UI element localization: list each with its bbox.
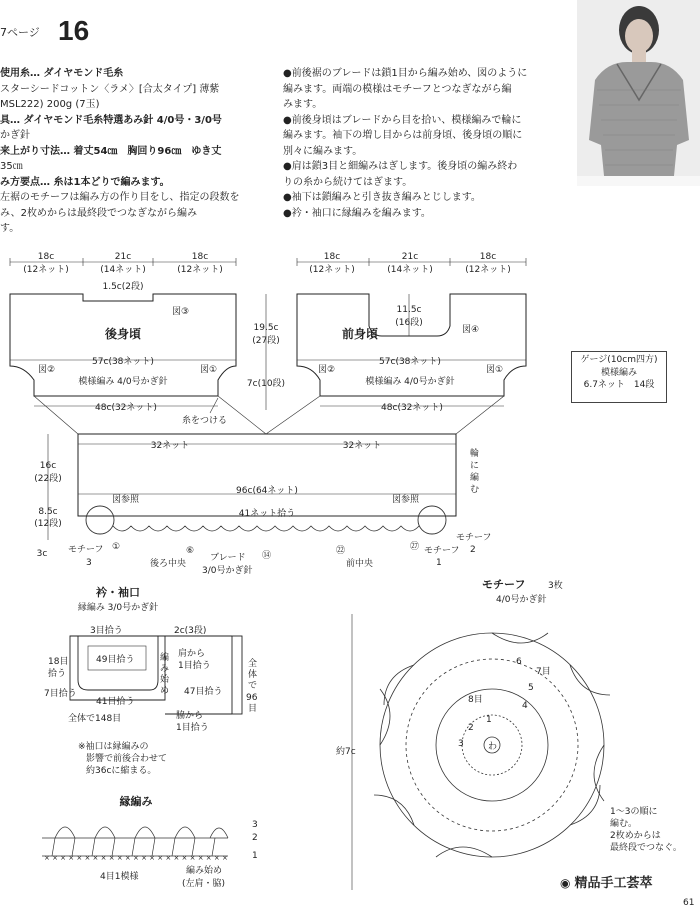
total-148: 全体で148目 bbox=[68, 714, 122, 724]
lower-body-diagram bbox=[34, 396, 504, 576]
braid-pick: 41ネット拾う bbox=[238, 509, 296, 519]
stitch-row: × × × × × × × × × × × × × × × × × × × × × × × bbox=[44, 854, 228, 862]
front-center: 前中央 bbox=[346, 559, 374, 569]
material-line: 具… ダイヤモンド毛糸特選あみ針 4/0号・3/0号 bbox=[0, 114, 222, 126]
front-neck-depth: 11.5c bbox=[396, 305, 422, 315]
lower-height1-sub: (22段) bbox=[34, 474, 62, 484]
back-body-bottom: 48c(32ネット) bbox=[95, 403, 157, 413]
motif-left-no: 3 bbox=[86, 558, 92, 568]
motif1-circle bbox=[418, 506, 446, 534]
lower-height3: 3c bbox=[36, 549, 48, 559]
motif-7: 7目 bbox=[536, 667, 551, 677]
row-1: 1 bbox=[252, 851, 258, 861]
pick-18b: 拾う bbox=[48, 669, 67, 679]
motif-8: 8目 bbox=[468, 695, 483, 705]
front-fig1: 図① bbox=[486, 365, 504, 375]
sleeve-height: 7c(10段) bbox=[246, 379, 286, 389]
row-2: 2 bbox=[252, 833, 258, 843]
back-dim-left-sub: (12ネット) bbox=[23, 265, 69, 275]
back-fig2: 図② bbox=[38, 365, 56, 375]
pick-7: 7目拾う bbox=[44, 689, 77, 699]
cuff-note-3: 約36cに縮まる。 bbox=[86, 766, 157, 776]
back-dim-right: 18c bbox=[191, 252, 209, 262]
front-body-pattern: 模様編み 4/0号かぎ針 bbox=[365, 377, 455, 387]
back-body-diagram bbox=[10, 252, 236, 426]
motif-note-2: 編む。 bbox=[610, 819, 638, 829]
watermark bbox=[560, 872, 653, 891]
back-fig3: 図③ bbox=[172, 307, 190, 317]
back-center: 後ろ中央 bbox=[150, 559, 187, 569]
instruction-line: ●肩は鎖3目と細編みはぎします。後身頃の編み終わ bbox=[283, 161, 518, 172]
motif-5: 5 bbox=[528, 683, 534, 693]
page-reference: 7ページ bbox=[0, 26, 40, 39]
pick-3: 3目拾う bbox=[90, 626, 123, 636]
lower-height2-sub: (12段) bbox=[34, 519, 62, 529]
braid-hook: 3/0号かぎ針 bbox=[202, 566, 253, 576]
shoulder-1: 肩から bbox=[178, 649, 206, 659]
motif-hook: 4/0号かぎ針 bbox=[496, 595, 547, 605]
edging-title: 縁編み bbox=[119, 795, 153, 808]
instruction-line: 編みます。袖下の増し目からは前身頃、後身頃の順に bbox=[283, 130, 523, 141]
back-dim-left: 18c bbox=[37, 252, 55, 262]
instruction-line: みます。 bbox=[283, 99, 323, 110]
page-number: 61 bbox=[683, 898, 695, 908]
lower-height1: 16c bbox=[39, 461, 57, 471]
gauge-title: ゲージ(10cm四方) bbox=[580, 355, 658, 365]
start-1: 編 bbox=[160, 653, 170, 663]
front-dim-left: 18c bbox=[323, 252, 341, 262]
back-dim-right-sub: (12ネット) bbox=[177, 265, 223, 275]
side-2: 1目拾う bbox=[176, 723, 209, 733]
motif-6: 6 bbox=[516, 657, 522, 667]
side-1: 脇から bbox=[176, 711, 204, 721]
material-line: 使用糸… ダイヤモンド毛糸 bbox=[0, 68, 124, 79]
motif-3: 3 bbox=[458, 739, 464, 749]
instruction-line: ●前後身頃はブレードから目を拾い、模様編みで輪に bbox=[283, 114, 522, 126]
material-line: スターシードコットン〈ラメ〉[合太タイプ] 薄紫 bbox=[0, 83, 220, 95]
gauge-values: 6.7ネット 14段 bbox=[583, 380, 655, 390]
shoulder-2: 1目拾う bbox=[178, 661, 211, 671]
instruction-line: 別々に編みます。 bbox=[283, 145, 363, 157]
motif3-circle bbox=[86, 506, 114, 534]
front-dim-right: 18c bbox=[479, 252, 497, 262]
material-line: 35㎝ bbox=[0, 161, 23, 172]
front-dim-mid-sub: (14ネット) bbox=[387, 265, 433, 275]
marker-22: ㉒ bbox=[336, 546, 346, 556]
back-fig1: 図① bbox=[200, 365, 218, 375]
instruction-line: りの糸から続けてはぎます。 bbox=[283, 176, 413, 188]
ring-label-2: に bbox=[470, 461, 480, 471]
watermark-text: 精品手工荟萃 bbox=[574, 876, 653, 891]
edging-repeat: 4目1模様 bbox=[100, 872, 139, 882]
cuff-note-1: ※袖口は縁編みの bbox=[78, 742, 149, 752]
body-height: 19.5c bbox=[253, 323, 279, 333]
front-body-width: 57c(38ネット) bbox=[379, 357, 441, 367]
lower-width: 96c(64ネット) bbox=[236, 486, 298, 496]
front-body-diagram bbox=[297, 252, 526, 413]
pick-47: 47目拾う bbox=[184, 687, 223, 697]
back-body-width: 57c(38ネット) bbox=[92, 357, 154, 367]
instruction-line: ●前後裾のブレードは鎖1目から編み始め、図のように bbox=[283, 68, 528, 79]
row-3: 3 bbox=[252, 820, 258, 830]
pick-41: 41目拾う bbox=[96, 697, 135, 707]
front-neck-depth-sub: (16段) bbox=[395, 318, 423, 328]
motif-1: 1 bbox=[486, 715, 492, 725]
material-line: かぎ針 bbox=[0, 130, 30, 141]
total96-2: 体 bbox=[248, 670, 258, 680]
front-fig2: 図② bbox=[318, 365, 336, 375]
material-line: み、2枚めからは最終段でつなぎながら編み bbox=[0, 207, 197, 219]
front-dim-mid: 21c bbox=[401, 252, 419, 262]
motif-size: 約7c bbox=[336, 747, 356, 757]
middle-dimensions bbox=[247, 294, 285, 410]
back-dim-mid-sub: (14ネット) bbox=[100, 265, 146, 275]
front-body-bottom: 48c(32ネット) bbox=[381, 403, 443, 413]
start-4: め bbox=[160, 686, 170, 696]
lower-net-left: 32ネット bbox=[150, 441, 190, 451]
marker-1: ① bbox=[112, 542, 121, 552]
ref-left: 図参照 bbox=[112, 495, 140, 505]
motif-right-no: 1 bbox=[436, 558, 442, 568]
back-body-pattern: 模様編み 4/0号かぎ針 bbox=[78, 377, 168, 387]
collar-diagram bbox=[44, 585, 258, 776]
motif-count: 3枚 bbox=[548, 581, 563, 591]
motif-4: 4 bbox=[522, 701, 528, 711]
instruction-line: 編みます。両端の模様はモチーフとつなぎながら編 bbox=[283, 83, 512, 95]
motif-center: わ bbox=[488, 742, 498, 752]
cuff-note-2: 影響で前後合わせて bbox=[86, 754, 168, 764]
collar-title: 衿・袖口 bbox=[96, 586, 140, 599]
ref-right: 図参照 bbox=[392, 495, 420, 505]
motif-left-label: モチーフ bbox=[68, 545, 104, 555]
back-attach-yarn: 糸をつける bbox=[182, 416, 228, 426]
body-height-sub: (27段) bbox=[252, 336, 280, 346]
marker-6: ⑥ bbox=[186, 546, 195, 556]
back-dim-mid: 21c bbox=[114, 252, 132, 262]
front-dim-right-sub: (12ネット) bbox=[465, 265, 511, 275]
material-line: 左裾のモチーフは編み方の作り目をし、指定の段数を bbox=[0, 192, 240, 203]
start-3: 始 bbox=[160, 675, 170, 685]
motif-diagram bbox=[336, 578, 682, 890]
motif-right-label: モチーフ bbox=[424, 546, 460, 556]
braid-label: ブレード bbox=[210, 553, 246, 563]
gauge-pattern: 模様編み bbox=[600, 367, 637, 378]
start-2: み bbox=[160, 664, 170, 674]
motif-title: モチーフ bbox=[482, 578, 526, 591]
motif-2: 2 bbox=[468, 723, 474, 733]
marker-27: ㉗ bbox=[410, 542, 420, 552]
total96-1: 全 bbox=[248, 659, 258, 669]
edging-start: 編み始め bbox=[186, 866, 223, 876]
material-line: す。 bbox=[0, 223, 20, 234]
pick-49: 49目拾う bbox=[96, 655, 135, 665]
collar-sub: 縁編み 3/0号かぎ針 bbox=[77, 603, 159, 613]
total96-4: 96 bbox=[246, 693, 258, 703]
marker-14: ⑭ bbox=[262, 551, 272, 561]
pattern-number: 16 bbox=[58, 15, 90, 46]
instruction-line: ●袖下は鎖編みと引き抜き編みとじします。 bbox=[283, 192, 481, 203]
material-line: み方要点… 糸は1本どりで編みます。 bbox=[0, 176, 170, 188]
wechat-icon: ◉ bbox=[560, 876, 571, 890]
motif-note-1: 1〜3の順に bbox=[610, 807, 658, 817]
motif-right2-no: 2 bbox=[470, 545, 476, 555]
ring-label-3: 編 bbox=[470, 473, 480, 483]
motif-note-4: 最終段でつなぐ。 bbox=[610, 843, 682, 853]
edging-diagram bbox=[42, 794, 258, 889]
back-neck-depth: 1.5c(2段) bbox=[102, 282, 144, 292]
front-dim-left-sub: (12ネット) bbox=[309, 265, 355, 275]
lower-height2: 8.5c bbox=[38, 507, 58, 517]
material-line: MSL222) 200g (7玉) bbox=[0, 99, 100, 110]
pick-18a: 18目 bbox=[48, 657, 69, 667]
front-body-title: 前身頃 bbox=[342, 327, 379, 341]
edging-start-sub: (左肩・脇) bbox=[182, 879, 226, 889]
ring-label-4: む bbox=[470, 485, 480, 495]
instruction-line: ●衿・袖口に縁編みを編みます。 bbox=[283, 207, 431, 219]
motif-note-3: 2枚めからは bbox=[610, 831, 661, 841]
braid-scallops bbox=[113, 526, 419, 531]
back-body-title: 後身頃 bbox=[104, 327, 142, 341]
collar-depth: 2c(3段) bbox=[174, 626, 207, 636]
material-line: 来上がり寸法… 着丈54㎝ 胸回り96㎝ ゆき丈 bbox=[0, 145, 222, 157]
total96-3: で bbox=[248, 681, 258, 691]
front-fig4: 図④ bbox=[462, 325, 480, 335]
motif-right2-label: モチーフ bbox=[456, 533, 492, 543]
total96-5: 目 bbox=[248, 704, 258, 714]
lower-net-right: 32ネット bbox=[342, 441, 382, 451]
ring-label-1: 輪 bbox=[470, 449, 480, 459]
